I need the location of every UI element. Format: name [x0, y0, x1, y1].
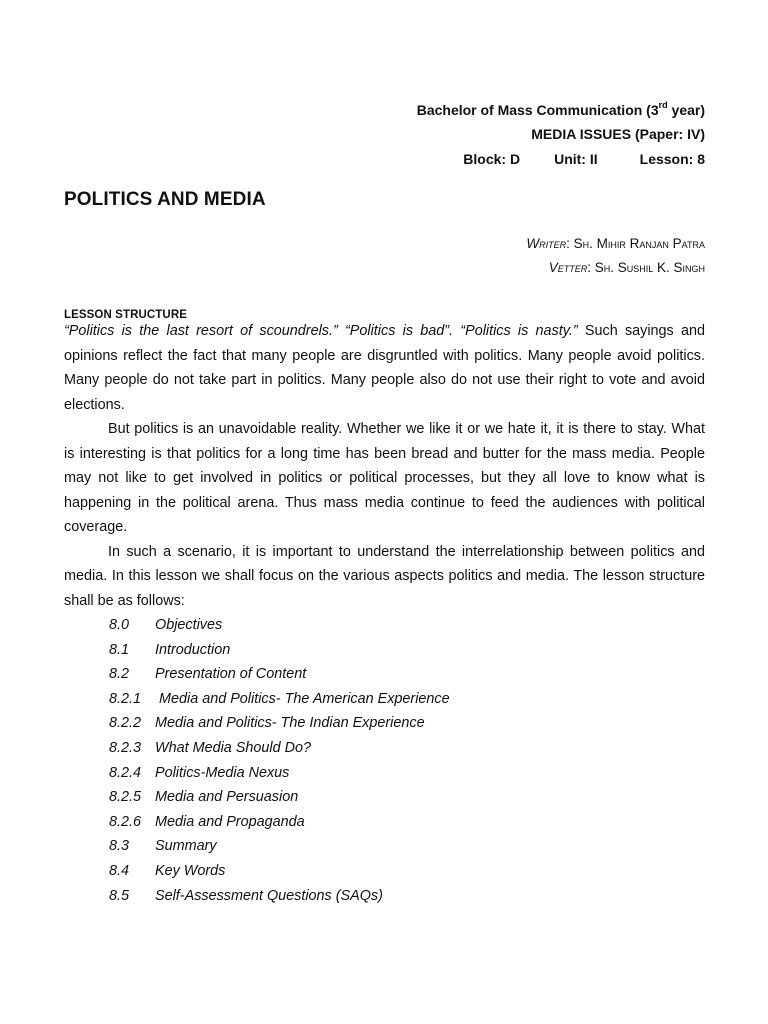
item-label: Media and Politics- The American Experience — [155, 690, 450, 707]
list-item — [109, 884, 450, 909]
item-number: 8.2.1 — [109, 690, 142, 707]
course-suffix: year) — [667, 102, 705, 118]
list-item — [109, 638, 450, 663]
writer-role: Writer — [526, 236, 567, 251]
paragraph-1 — [64, 319, 705, 417]
item-label: Media and Propaganda — [155, 813, 305, 830]
list-item — [109, 810, 450, 835]
list-item — [109, 662, 450, 687]
paragraph-1-text: Such sayings and opinions reflect the fact that many people are disgruntled with politics. Many people avoid politics. Many people do not take part in politics. Many people also do not use their right to vote and avoid elections. — [64, 323, 705, 413]
section-label: LESSON STRUCTURE — [64, 309, 187, 321]
vetter-credit: Vetter: Sh. Sushil K. Singh — [548, 260, 705, 275]
block-unit-lesson-line — [463, 149, 705, 169]
body-text — [64, 319, 705, 613]
course-line — [417, 100, 705, 120]
item-label: Self-Assessment Questions (SAQs) — [155, 887, 383, 904]
lesson-label: Lesson: 8 — [639, 151, 705, 167]
course-prefix: Bachelor of Mass Communication (3 — [416, 102, 659, 118]
item-label: Media and Persuasion — [155, 789, 299, 806]
item-number: 8.2.3 — [109, 739, 142, 756]
item-number: 8.5 — [109, 887, 130, 904]
list-item — [109, 834, 450, 859]
paragraph-2: But politics is an unavoidable reality. Whether we like it or we hate it, it is there to stay. What is interesting is that politics for a long time has been bread and butter for the mass media. People may not like to get involved in politics or political processes, but they all love to know what is happening in the political arena. Thus mass media continue to feed the audiences with political coverage. — [64, 421, 705, 535]
list-item — [109, 785, 450, 810]
item-number: 8.4 — [109, 862, 130, 879]
list-item — [109, 736, 450, 761]
list-item — [109, 613, 450, 638]
page-title: POLITICS AND MEDIA — [64, 189, 266, 210]
document-page — [64, 0, 705, 1024]
item-number: 8.3 — [109, 838, 130, 855]
item-label: Presentation of Content — [155, 666, 307, 683]
list-item — [109, 687, 450, 712]
item-number: 8.2 — [109, 666, 130, 683]
writer-name: Sh. Mihir Ranjan Patra — [573, 236, 705, 251]
item-label: Key Words — [155, 862, 226, 879]
vetter-name: Sh. Sushil K. Singh — [594, 260, 705, 275]
vetter-role: Vetter — [548, 260, 588, 275]
item-label: Media and Politics- The Indian Experience — [155, 715, 425, 732]
writer-credit: Writer: Sh. Mihir Ranjan Patra — [526, 236, 705, 251]
paragraph-3: In such a scenario, it is important to understand the interrelationship between politics and media. In this lesson we shall focus on the various aspects politics and media. The lesson structure shall be as follows: — [64, 543, 705, 609]
list-item — [109, 761, 450, 786]
unit-label: Unit: II — [554, 151, 598, 167]
item-label: What Media Should Do? — [155, 739, 311, 756]
item-number: 8.2.5 — [109, 789, 142, 806]
item-number: 8.1 — [109, 641, 130, 658]
block-label: Block: D — [463, 151, 521, 167]
lesson-outline-list — [109, 613, 450, 908]
item-number: 8.2.2 — [109, 715, 142, 732]
item-number: 8.2.6 — [109, 813, 142, 830]
item-number: 8.0 — [109, 617, 130, 633]
paper-line: MEDIA ISSUES (Paper: IV) — [531, 126, 705, 142]
item-label: Politics-Media Nexus — [155, 764, 290, 781]
item-label: Summary — [155, 838, 217, 855]
course-superscript: rd — [658, 100, 668, 111]
list-item — [109, 859, 450, 884]
item-label: Objectives — [155, 617, 223, 633]
item-number: 8.2.4 — [109, 764, 142, 781]
list-item — [109, 711, 450, 736]
item-label: Introduction — [155, 641, 231, 658]
opening-quote: “Politics is the last resort of scoundrels.” “Politics is bad”. “Politics is nasty.” — [64, 323, 578, 339]
